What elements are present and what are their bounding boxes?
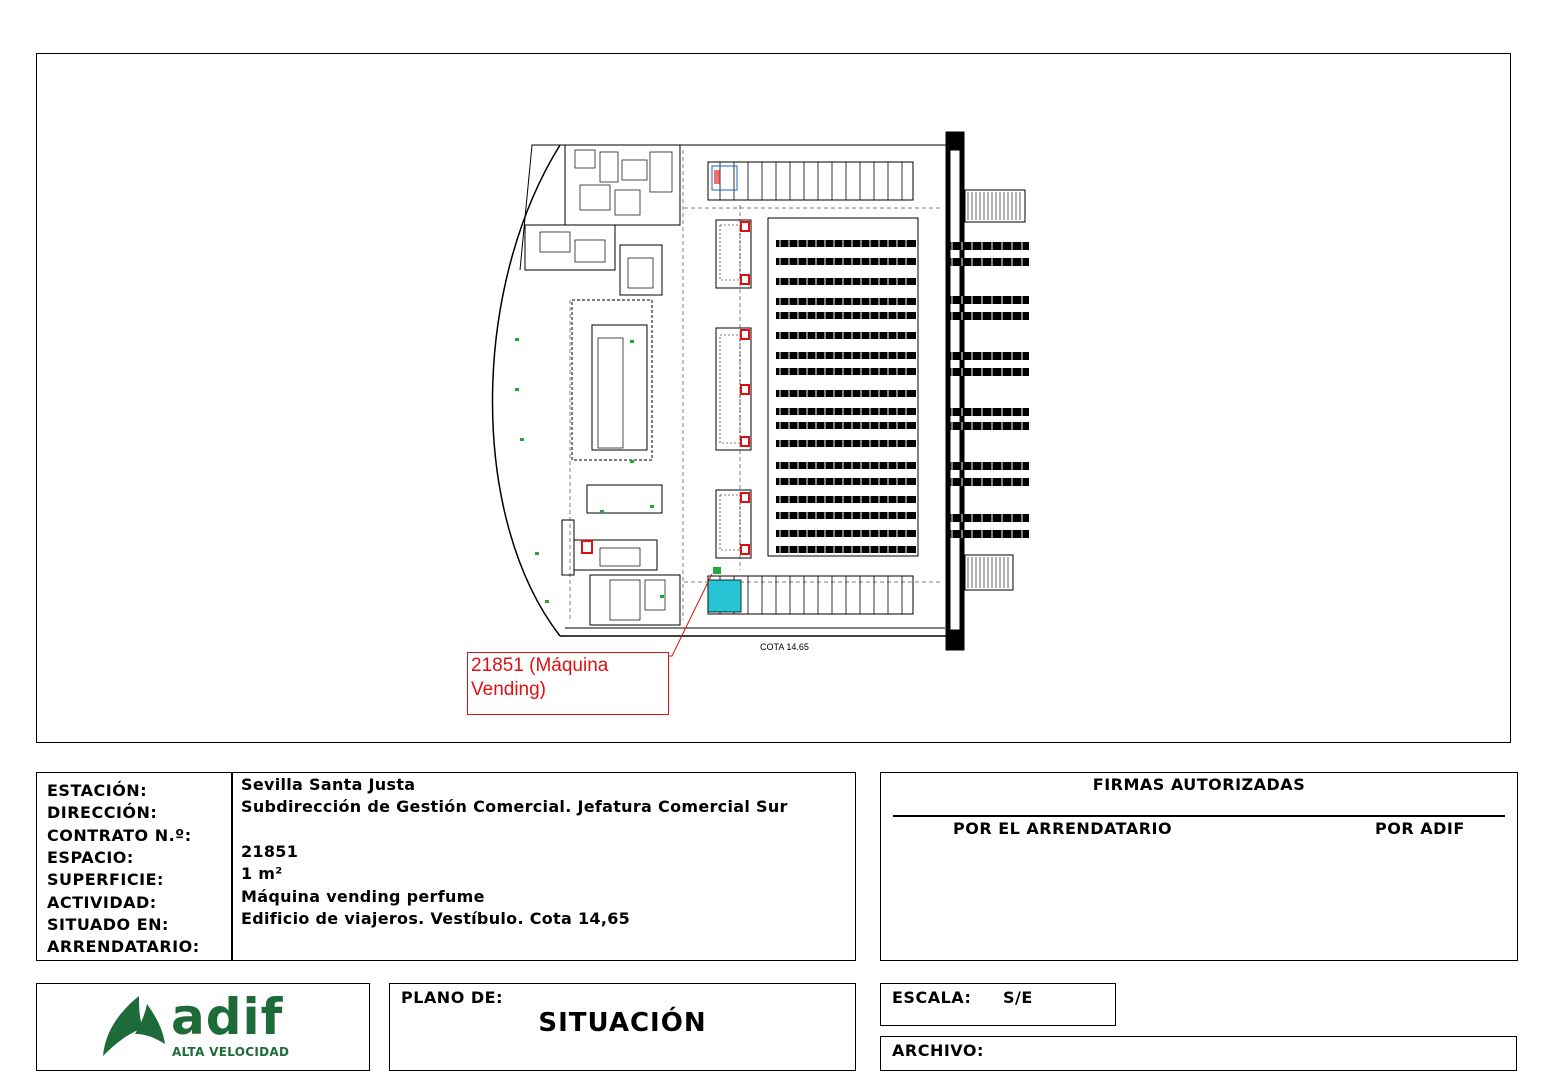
archivo-label: ARCHIVO: [892,1041,984,1060]
escala-label: ESCALA: [892,988,972,1007]
space-callout [467,652,669,715]
platform-track [776,408,916,415]
info-label: ESPACIO: [47,847,134,867]
highlight-space [741,330,749,339]
adif-subtitle: ALTA VELOCIDAD [172,1045,290,1059]
logo-box [36,983,370,1071]
highlight-space [741,275,749,284]
info-label: DIRECCIÓN: [47,803,158,823]
platform-track [776,258,916,265]
signature-tenant-label: POR EL ARRENDATARIO [953,819,1173,838]
platform-track [947,408,1029,416]
platform-track [776,332,916,339]
platform-track [947,422,1029,430]
info-label: SITUADO EN: [47,914,169,934]
info-divider [231,773,233,960]
info-label: ARRENDATARIO: [47,937,200,957]
adif-wordmark: adif [171,988,284,1046]
platform-track [947,478,1029,486]
highlight-space [582,541,592,553]
platform-track [776,368,916,375]
info-value: Subdirección de Gestión Comercial. Jefatura Comercial Sur [241,797,788,817]
adif-leaf-logo-icon [99,994,169,1060]
platform-track [947,312,1029,320]
platform-track [776,298,916,305]
signatures-title: FIRMAS AUTORIZADAS [1092,775,1306,794]
info-box [36,772,856,961]
highlight-space [741,385,749,394]
platform-track [947,462,1029,470]
platform-track [776,546,916,553]
info-label: ESTACIÓN: [47,781,148,800]
signatures-rule [893,815,1505,817]
info-value: Máquina vending perfume [241,886,485,906]
cota-label: COTA 14.65 [760,642,809,652]
platform-track [776,278,916,285]
platform-track [947,352,1029,360]
plano-label: PLANO DE: [401,988,503,1007]
platform-track [947,368,1029,376]
platform-track [947,242,1029,250]
platform-track [776,530,916,537]
platform-track [776,422,916,429]
info-label: CONTRATO N.º: [47,825,192,845]
highlight-space [741,437,749,446]
highlight-space [741,545,749,554]
platform-track [776,312,916,319]
platform-track [947,514,1029,522]
platform-track [776,462,916,469]
info-value: Edificio de viajeros. Vestíbulo. Cota 14,65 [241,908,631,928]
platform-track [776,240,916,247]
callout-line-1: 21851 (Máquina [471,655,609,676]
info-value: 1 m² [241,864,283,884]
platform-track [947,258,1029,266]
escala-value: S/E [1003,988,1033,1007]
platform-track [947,530,1029,538]
escala-box [880,983,1116,1026]
info-label: ACTIVIDAD: [47,892,157,912]
platform-track [776,440,916,447]
info-value: Sevilla Santa Justa [241,775,416,794]
platform-track [776,512,916,519]
info-label: SUPERFICIE: [47,870,164,890]
platform-track [776,496,916,503]
vending-machine-marker [713,567,721,574]
cyan-zone [708,580,741,612]
callout-line-2: Vending) [471,679,547,700]
highlight-space [741,493,749,502]
archivo-box [880,1036,1517,1071]
platform-track [776,478,916,485]
signatures-box [880,772,1518,961]
info-value: 21851 [241,841,299,861]
plan-curved-facade [493,145,561,636]
platform-track [776,352,916,359]
signature-adif-label: POR ADIF [1375,819,1465,838]
platform-track [776,390,916,397]
plano-value: SITUACIÓN [538,1008,707,1038]
highlight-space [741,222,749,231]
plano-box [389,983,856,1071]
platform-track [947,296,1029,304]
